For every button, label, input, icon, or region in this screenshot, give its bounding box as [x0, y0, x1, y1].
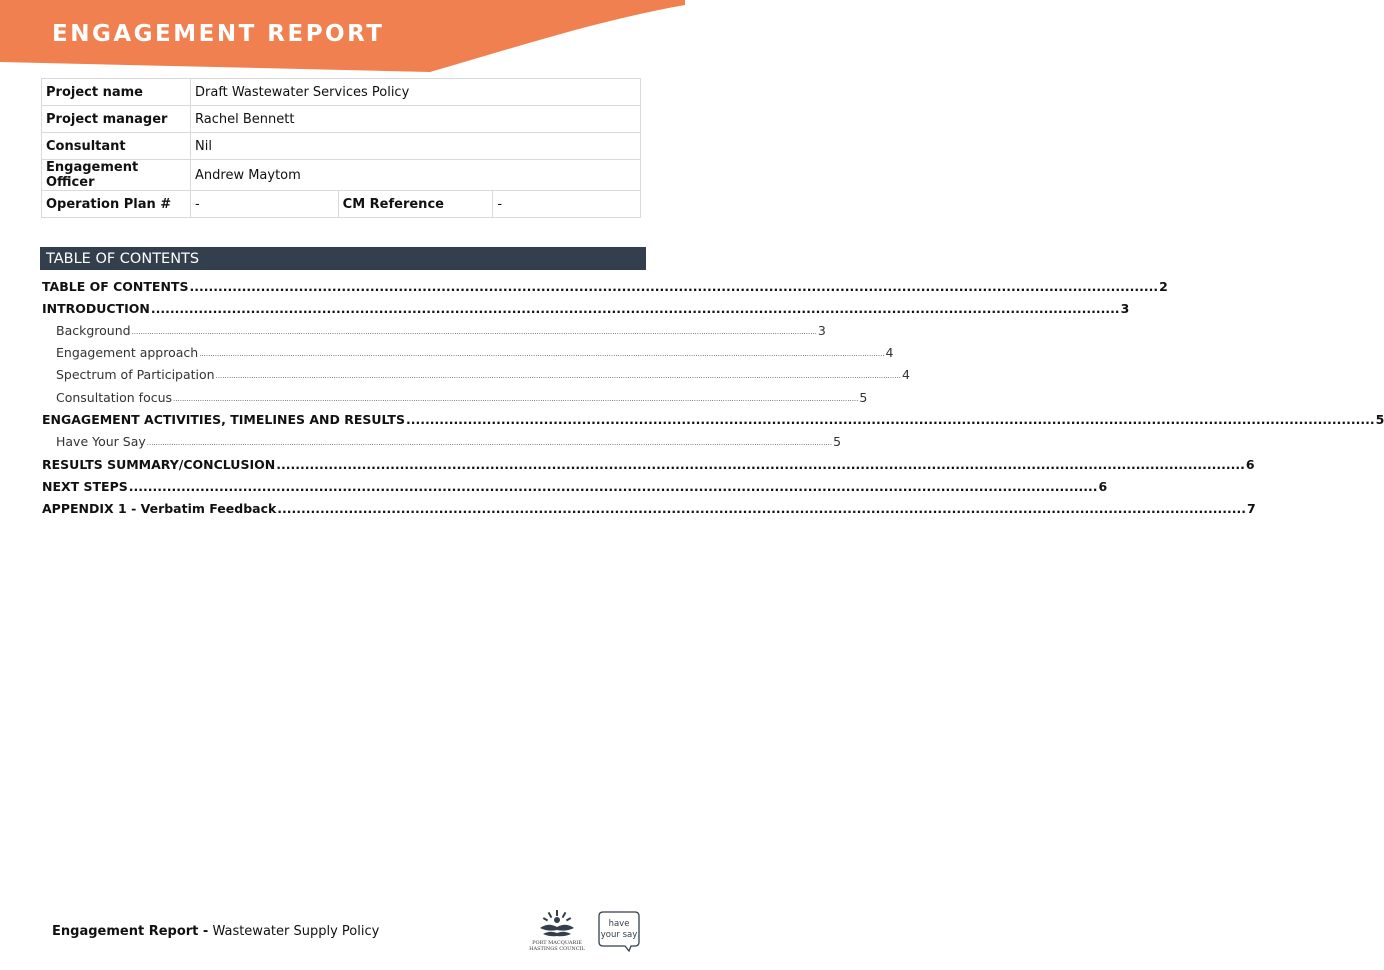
toc-entry-text: INTRODUCTION	[42, 301, 150, 316]
toc-page-number: 4	[901, 367, 910, 382]
toc-leader-dots: ............................................................................................................................................................................................................	[276, 457, 1245, 472]
toc-entry-engagement-approach[interactable]	[56, 342, 894, 360]
toc-leader-dots: ............................................................................................................................................................................................................	[150, 301, 1120, 316]
toc-page-number: 6	[1245, 457, 1255, 472]
toc-entry-have-your-say[interactable]	[56, 431, 842, 449]
toc-page-number: 5	[833, 434, 842, 449]
operation-plan-label: Operation Plan #	[42, 191, 191, 218]
toc-leader-dots: ....................................................................................................................................................................................................................................................................................................................	[199, 350, 885, 358]
toc-entry-text: ENGAGEMENT ACTIVITIES, TIMELINES AND RESULTS	[42, 412, 405, 427]
toc-entry-engagement-activities[interactable]	[42, 409, 1384, 427]
toc-entry-introduction[interactable]	[42, 298, 1130, 316]
footer-report-label: Engagement Report -	[52, 924, 209, 939]
project-name-label: Project name	[42, 79, 191, 106]
toc-entry-results-summary[interactable]	[42, 454, 1255, 472]
toc-page-number: 3	[1120, 301, 1130, 316]
have-your-say-line-1: have	[608, 919, 630, 929]
toc-page-number: 2	[1159, 279, 1168, 294]
toc-entry-text: NEXT STEPS	[42, 479, 128, 494]
toc-leader-dots: ....................................................................................................................................................................................................................................................................................................................	[146, 439, 833, 447]
project-manager-label: Project manager	[42, 106, 191, 133]
page-footer	[52, 924, 379, 939]
toc-entry-background[interactable]	[56, 320, 826, 338]
toc-entry-text: Have Your Say	[56, 434, 146, 449]
toc-page-number: 5	[859, 390, 868, 405]
toc-entry-consultation-focus[interactable]	[56, 387, 868, 405]
toc-entry-text: Spectrum of Participation	[56, 367, 215, 382]
toc-leader-dots: ............................................................................................................................................................................................................	[189, 279, 1159, 294]
toc-entry-text: Consultation focus	[56, 390, 173, 405]
toc-heading: TABLE OF CONTENTS	[40, 247, 646, 270]
toc-entry-appendix-1[interactable]	[42, 498, 1256, 516]
toc-entry-next-steps[interactable]	[42, 476, 1108, 494]
engagement-officer-label: Engagement Officer	[42, 160, 191, 191]
cm-reference-label: CM Reference	[338, 191, 493, 218]
project-info-table	[41, 78, 641, 218]
table-row	[42, 160, 641, 191]
table-row	[42, 106, 641, 133]
consultant-label: Consultant	[42, 133, 191, 160]
toc-page-number: 3	[817, 323, 826, 338]
toc-page-number: 5	[1375, 412, 1384, 427]
toc-entry-text: APPENDIX 1 - Verbatim Feedback	[42, 501, 277, 516]
toc-leader-dots: ............................................................................................................................................................................................................	[128, 479, 1098, 494]
toc-entry-text: Background	[56, 323, 131, 338]
operation-plan-value: -	[191, 191, 339, 218]
consultant-value: Nil	[191, 133, 641, 160]
project-manager-value: Rachel Bennett	[191, 106, 641, 133]
toc-entry-spectrum-of-participation[interactable]	[56, 364, 910, 382]
toc-leader-dots: ....................................................................................................................................................................................................................................................................................................................	[215, 372, 901, 380]
report-title: ENGAGEMENT REPORT	[52, 21, 385, 47]
table-row	[42, 191, 641, 218]
toc-leader-dots: ............................................................................................................................................................................................................	[405, 412, 1375, 427]
toc-leader-dots: ....................................................................................................................................................................................................................................................................................................................	[173, 395, 859, 403]
engagement-officer-value: Andrew Maytom	[191, 160, 641, 191]
toc-entry-table-of-contents[interactable]	[42, 276, 1168, 294]
toc-entry-text: Engagement approach	[56, 345, 199, 360]
have-your-say-logo-icon	[597, 910, 641, 952]
council-name-line-1: PORT MACQUARIE	[532, 940, 582, 946]
council-name-line-2: HASTINGS COUNCIL	[529, 946, 585, 952]
toc-leader-dots: ....................................................................................................................................................................................................................................................................................................................	[131, 328, 817, 336]
table-row	[42, 79, 641, 106]
footer-report-subject: Wastewater Supply Policy	[212, 924, 380, 939]
toc-entry-text: TABLE OF CONTENTS	[42, 279, 189, 294]
toc-leader-dots: ............................................................................................................................................................................................................	[277, 501, 1246, 516]
cm-reference-value: -	[493, 191, 641, 218]
council-name	[522, 940, 592, 952]
project-name-value: Draft Wastewater Services Policy	[191, 79, 641, 106]
table-row	[42, 133, 641, 160]
toc-page-number: 6	[1098, 479, 1108, 494]
toc-page-number: 7	[1247, 501, 1256, 516]
toc-entry-text: RESULTS SUMMARY/CONCLUSION	[42, 457, 276, 472]
have-your-say-line-2: your say	[600, 930, 638, 940]
toc-page-number: 4	[885, 345, 894, 360]
